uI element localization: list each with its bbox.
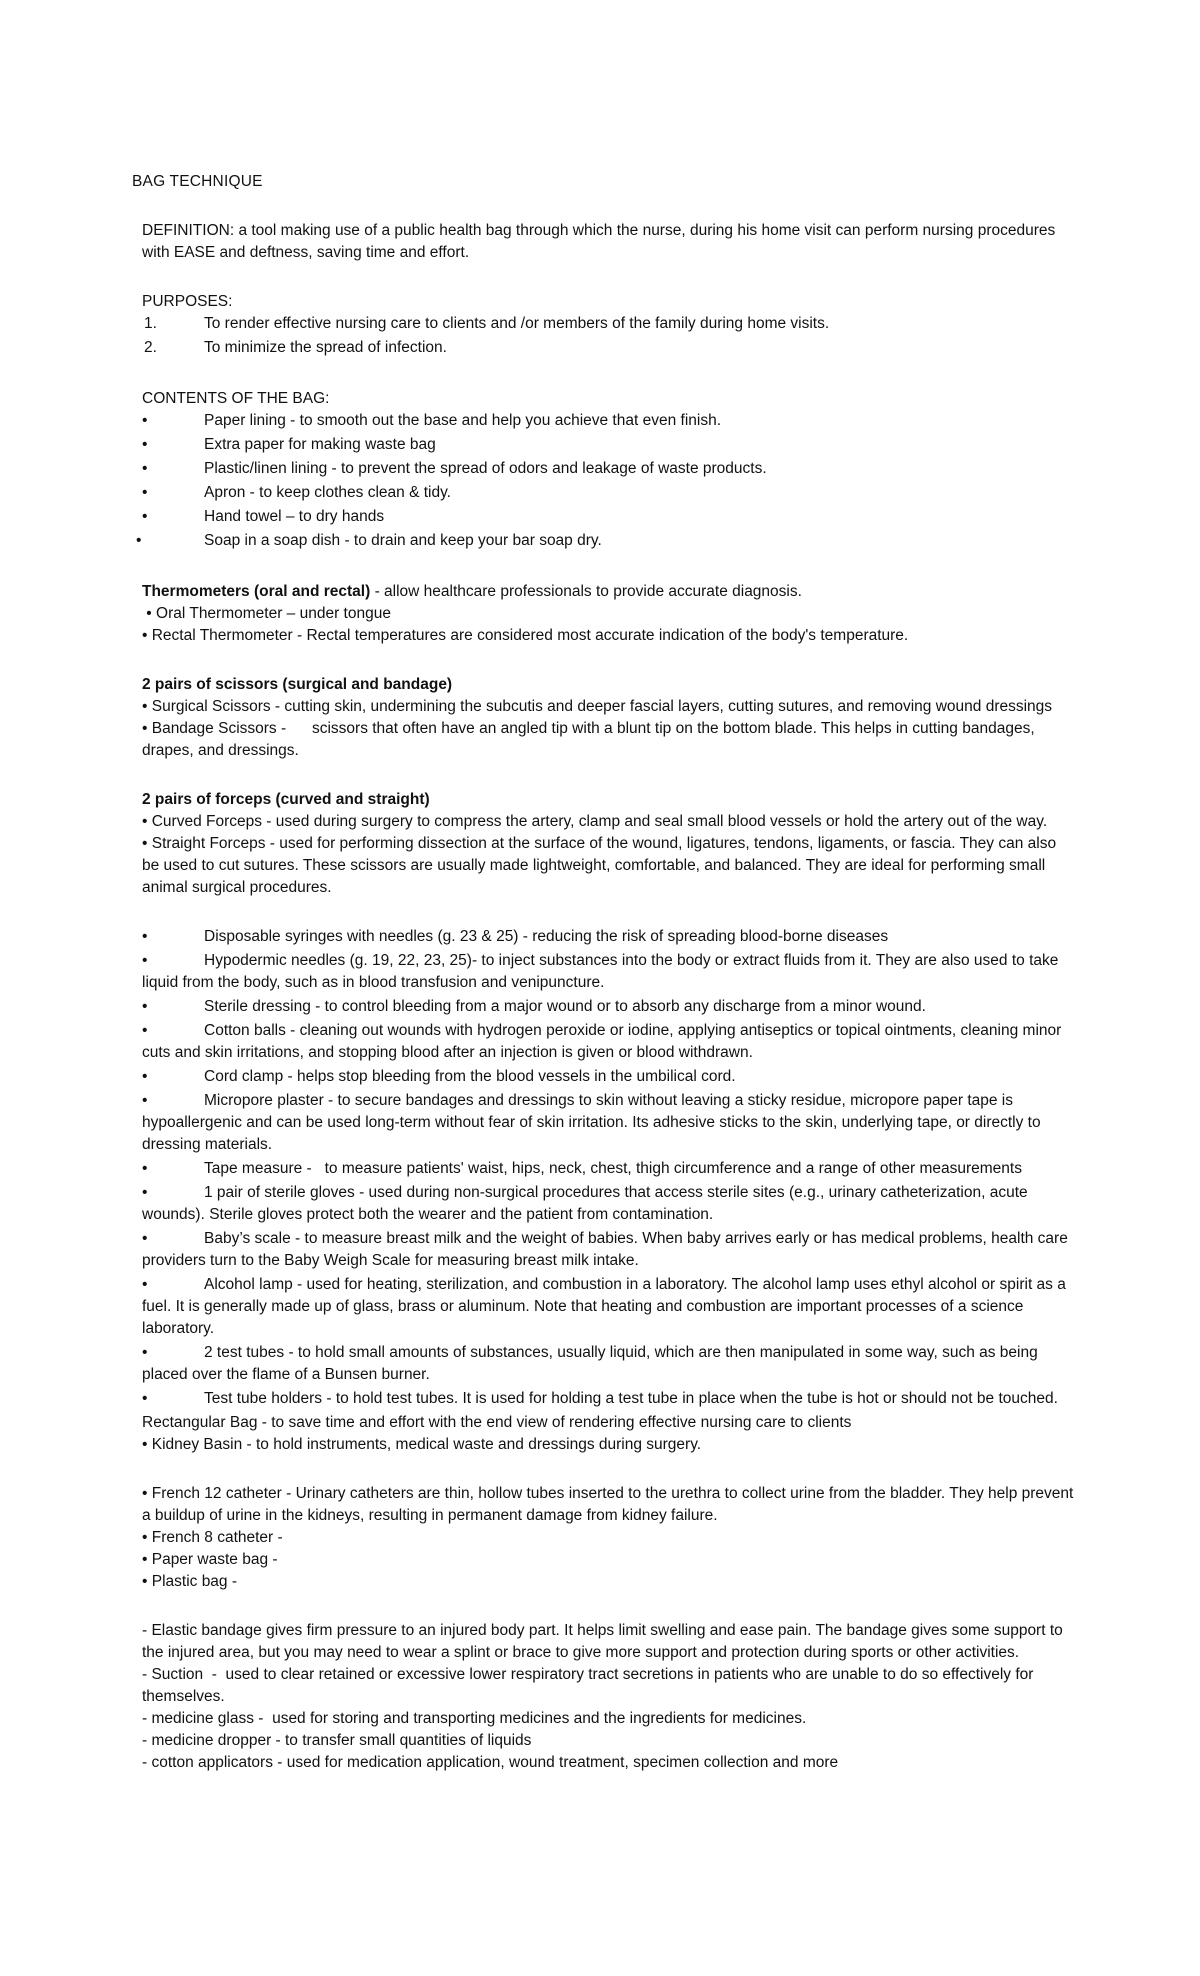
list-item bbox=[142, 950, 1077, 994]
content-item-text: Paper lining - to smooth out the base and help you achieve that even finish. bbox=[204, 412, 722, 429]
bullet-marker: • bbox=[142, 1184, 148, 1201]
definition-paragraph: DEFINITION: a tool making use of a public health bag through which the nurse, during his home visit can perform nursing procedures with EASE and deftness, saving time and effort. bbox=[142, 222, 1056, 261]
rectal-thermometer-line: • Rectal Thermometer - Rectal temperatures are considered most accurate indication of the body's temperature. bbox=[142, 627, 909, 644]
list-item bbox=[142, 1182, 1077, 1226]
list-item bbox=[142, 1228, 1077, 1272]
bullet-marker: • bbox=[142, 460, 148, 477]
purpose-number: 1. bbox=[144, 315, 157, 332]
bullet-marker: • bbox=[142, 1068, 148, 1085]
purpose-item bbox=[142, 313, 1077, 335]
bullet-marker: • bbox=[142, 998, 148, 1015]
forceps-heading: 2 pairs of forceps (curved and straight) bbox=[142, 791, 430, 808]
list-item bbox=[142, 1388, 1077, 1410]
list-item bbox=[142, 1274, 1077, 1340]
waste-bag-line: • Paper waste bag - bbox=[142, 1551, 278, 1568]
content-item-text: Plastic/linen lining - to prevent the spread of odors and leakage of waste products. bbox=[204, 460, 767, 477]
content-item bbox=[142, 506, 1077, 528]
document-body bbox=[136, 220, 1077, 1774]
bullet-marker: • bbox=[142, 1160, 148, 1177]
page-title: BAG TECHNIQUE bbox=[132, 173, 263, 190]
thermometers-description: - allow healthcare professionals to provide accurate diagnosis. bbox=[370, 583, 802, 600]
list-item bbox=[142, 926, 1077, 948]
medicine-glass-line: - medicine glass - used for storing and transporting medicines and the ingredients for medicines. bbox=[142, 1710, 807, 1727]
bullet-marker: • bbox=[142, 484, 148, 501]
content-item-text: Soap in a soap dish - to drain and keep your bar soap dry. bbox=[204, 532, 602, 549]
bullet-marker: • bbox=[142, 508, 148, 525]
bullet-marker: • bbox=[142, 1022, 148, 1039]
medicine-dropper-line: - medicine dropper - to transfer small quantities of liquids bbox=[142, 1732, 532, 1749]
thermometers-heading: Thermometers (oral and rectal) bbox=[142, 583, 371, 600]
list-item bbox=[142, 1158, 1077, 1180]
list-item bbox=[142, 1066, 1077, 1088]
list-item bbox=[142, 1342, 1077, 1386]
list-item-text: Sterile dressing - to control bleeding from a major wound or to absorb any discharge from a minor wound. bbox=[204, 998, 926, 1015]
curved-forceps-line: • Curved Forceps - used during surgery to compress the artery, clamp and seal small blood vessels or hold the artery out of the way. bbox=[142, 813, 1048, 830]
list-item-text: 2 test tubes - to hold small amounts of substances, usually liquid, which are then manipulated in some way, such as being placed over the flame of a Bunsen burner. bbox=[142, 1344, 1038, 1383]
list-item-text: Hypodermic needles (g. 19, 22, 23, 25)- to inject substances into the body or extract fluids from it. They are also used to take liquid from the body, such as in blood transfusion and venipuncture. bbox=[142, 952, 1059, 991]
bullet-marker: • bbox=[142, 436, 148, 453]
contents-heading: CONTENTS OF THE BAG: bbox=[142, 390, 330, 407]
cotton-applicators-line: - cotton applicators - used for medication application, wound treatment, specimen collection and more bbox=[142, 1754, 839, 1771]
plastic-bag-line: • Plastic bag - bbox=[142, 1573, 238, 1590]
list-item-text: 1 pair of sterile gloves - used during non-surgical procedures that access sterile sites (e.g., urinary catheterization, acute wounds). Sterile gloves protect both the wearer and the patient from contamination. bbox=[142, 1184, 1028, 1223]
thermometers-heading-line bbox=[142, 581, 1077, 603]
content-item bbox=[136, 530, 1077, 552]
list-item-text: Tape measure - to measure patients' waist, hips, neck, chest, thigh circumference and a range of other measurements bbox=[204, 1160, 1022, 1177]
content-item bbox=[142, 482, 1077, 504]
list-item-text: Cotton balls - cleaning out wounds with hydrogen peroxide or iodine, applying antiseptics or topical ointments, cleaning minor cuts and skin irritations, and stopping blood after an injection is given or blood withdrawn. bbox=[142, 1022, 1062, 1061]
purpose-number: 2. bbox=[144, 339, 157, 356]
list-item bbox=[142, 996, 1077, 1018]
bullet-marker: • bbox=[136, 532, 142, 549]
content-item bbox=[142, 458, 1077, 480]
catheter-line: • French 12 catheter - Urinary catheters are thin, hollow tubes inserted to the urethra to collect urine from the bladder. They help prevent a buildup of urine in the kidneys, resulting in permanent damage from kidney failure. bbox=[142, 1485, 1074, 1524]
content-item bbox=[142, 410, 1077, 432]
list-item-text: Disposable syringes with needles (g. 23 & 25) - reducing the risk of spreading blood-borne diseases bbox=[204, 928, 889, 945]
content-item bbox=[142, 434, 1077, 456]
list-item-text: Alcohol lamp - used for heating, sterilization, and combustion in a laboratory. The alcohol lamp uses ethyl alcohol or spirit as a fuel. It is generally made up of glass, brass or aluminum. Note that heating and combustion are important processes of a science laboratory. bbox=[142, 1276, 1066, 1337]
bullet-marker: • bbox=[142, 1390, 148, 1407]
content-item-text: Extra paper for making waste bag bbox=[204, 436, 436, 453]
catheter-line: • French 8 catheter - bbox=[142, 1529, 283, 1546]
list-item bbox=[142, 1020, 1077, 1064]
suction-line: - Suction - used to clear retained or excessive lower respiratory tract secretions in patients who are unable to do so effectively for themselves. bbox=[142, 1666, 1038, 1705]
oral-thermometer-line: • Oral Thermometer – under tongue bbox=[142, 605, 391, 622]
purposes-heading: PURPOSES: bbox=[142, 293, 233, 310]
bandage-scissors-line: • Bandage Scissors - scissors that often have an angled tip with a blunt tip on the bottom blade. This helps in cutting bandages, drapes, and dressings. bbox=[142, 720, 1039, 759]
scissors-heading: 2 pairs of scissors (surgical and bandage) bbox=[142, 676, 453, 693]
elastic-bandage-line: - Elastic bandage gives firm pressure to an injured body part. It helps limit swelling and ease pain. The bandage gives some support to the injured area, but you may need to wear a splint or brace to give more support and protection during sports or other activities. bbox=[142, 1622, 1063, 1661]
bullet-marker: • bbox=[142, 1092, 148, 1109]
bullet-marker: • bbox=[142, 412, 148, 429]
kidney-basin-line: • Kidney Basin - to hold instruments, medical waste and dressings during surgery. bbox=[142, 1436, 702, 1453]
content-item-text: Apron - to keep clothes clean & tidy. bbox=[204, 484, 451, 501]
list-item bbox=[142, 1090, 1077, 1156]
list-item-text: Test tube holders - to hold test tubes. It is used for holding a test tube in place when the tube is hot or should not be touched. bbox=[204, 1390, 1058, 1407]
bullet-marker: • bbox=[142, 1344, 148, 1361]
bullet-marker: • bbox=[142, 952, 148, 969]
bullet-marker: • bbox=[142, 1276, 148, 1293]
purpose-text: To minimize the spread of infection. bbox=[204, 339, 447, 356]
purpose-text: To render effective nursing care to clients and /or members of the family during home visits. bbox=[204, 315, 830, 332]
rectangular-bag-line: Rectangular Bag - to save time and effort with the end view of rendering effective nursing care to clients bbox=[142, 1414, 852, 1431]
list-item-text: Cord clamp - helps stop bleeding from the blood vessels in the umbilical cord. bbox=[204, 1068, 736, 1085]
content-item-text: Hand towel – to dry hands bbox=[204, 508, 385, 525]
list-item-text: Baby’s scale - to measure breast milk and the weight of babies. When baby arrives early or has medical problems, health care providers turn to the Baby Weigh Scale for measuring breast milk intake. bbox=[142, 1230, 1068, 1269]
bullet-marker: • bbox=[142, 1230, 148, 1247]
purpose-item bbox=[142, 337, 1077, 359]
bullet-marker: • bbox=[142, 928, 148, 945]
list-item-text: Micropore plaster - to secure bandages and dressings to skin without leaving a sticky residue, micropore paper tape is hypoallergenic and can be used long-term without fear of skin irritation. Its adhesive sticks to the skin, underlying tape, or directly to dressing materials. bbox=[142, 1092, 1041, 1153]
surgical-scissors-line: • Surgical Scissors - cutting skin, undermining the subcutis and deeper fascial layers, cutting sutures, and removing wound dressings bbox=[142, 698, 1053, 715]
straight-forceps-line: • Straight Forceps - used for performing dissection at the surface of the wound, ligatures, tendons, ligaments, or fascia. They can also be used to cut sutures. These scissors are usually made lightweight, comfortable, and balanced. They are ideal for performing small animal surgical procedures. bbox=[142, 835, 1057, 896]
